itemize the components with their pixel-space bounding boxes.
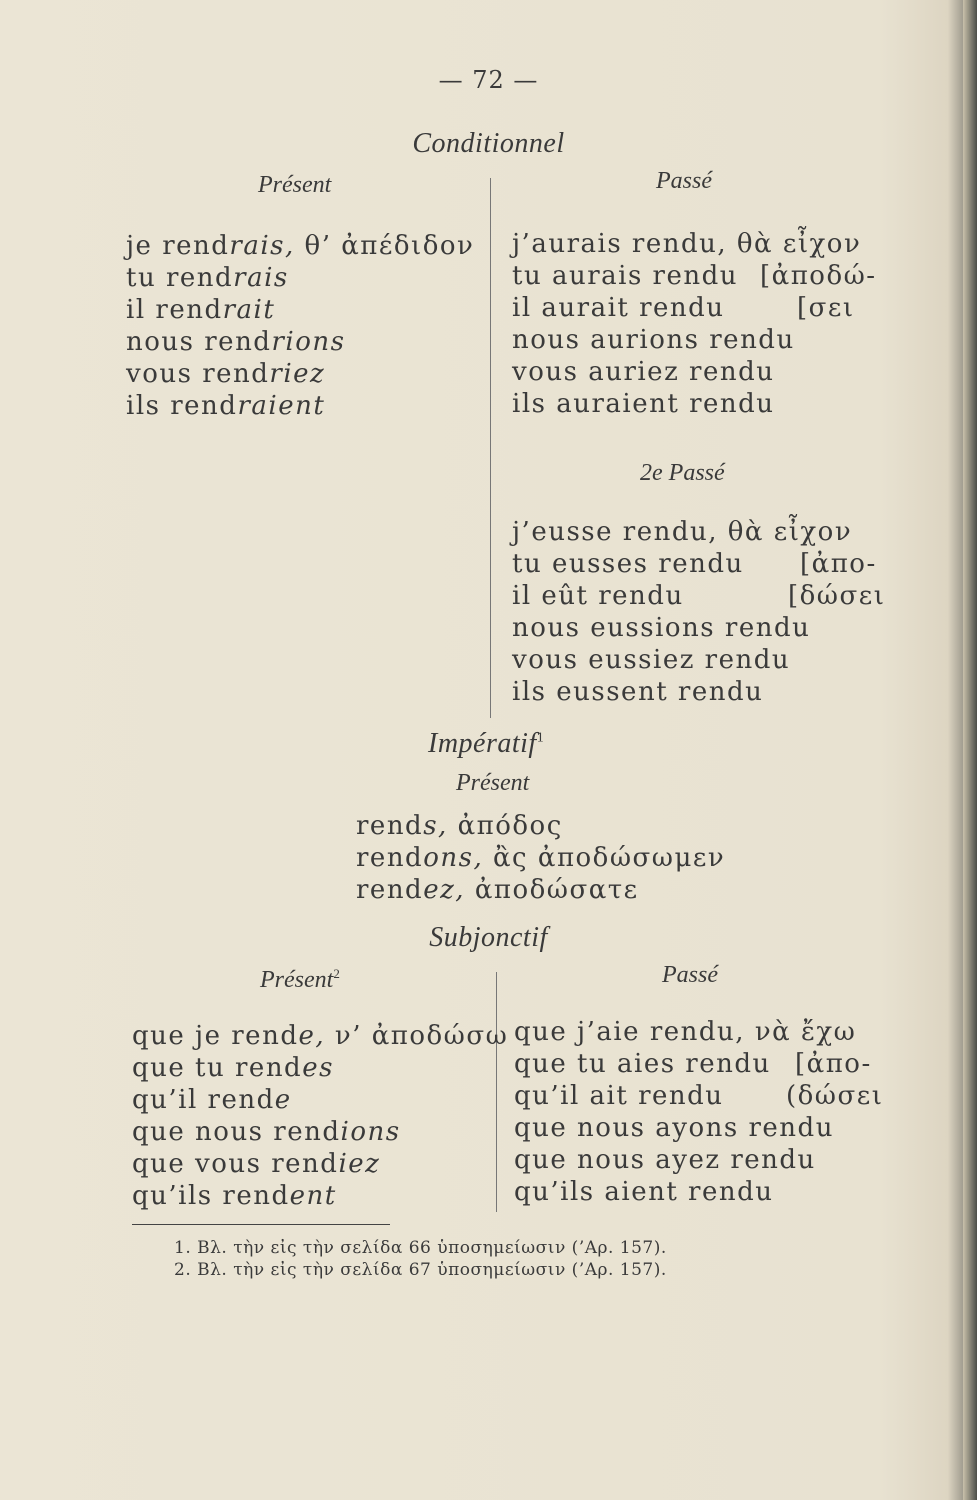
cond-passe2-line: tu eusses rendu — [512, 549, 744, 579]
verb-stem: que tu rend — [132, 1053, 303, 1083]
cond-passe2-heading: 2e Passé — [640, 460, 725, 486]
imperatif-list — [356, 810, 725, 906]
cond-passe2-line: j’eusse rendu, θὰ εἶχον — [512, 517, 853, 547]
verb-ending: ons, — [423, 843, 484, 873]
cond-passe-line: nous aurions rendu — [512, 325, 795, 355]
subj-present-line — [132, 1020, 508, 1052]
subj-passe-heading: Passé — [662, 962, 718, 988]
cond-passe-greek-2: [σει — [797, 293, 855, 323]
verb-stem: rend — [356, 811, 424, 841]
verb-stem: ils rend — [126, 391, 238, 421]
subj-passe-line: que j’aie rendu, νὰ ἔχω — [514, 1017, 857, 1047]
verb-stem: nous rend — [126, 327, 272, 357]
verb-ending: rais, — [229, 231, 295, 261]
footnote-2: 2. Βλ. τὴν εἰς τὴν σελίδα 67 ὑποσημείωσιν (’Αρ. 157). — [174, 1260, 667, 1280]
verb-ending: rait — [222, 295, 276, 325]
subj-passe-greek-1: [ἀπο- — [795, 1049, 872, 1079]
verb-ending: es — [302, 1053, 334, 1083]
cond-present-heading: Présent — [258, 172, 332, 198]
greek-translation: θ’ ἀπέδιδον — [294, 231, 475, 261]
column-divider — [490, 178, 491, 718]
verb-stem: rend — [356, 875, 424, 905]
imperatif-line — [356, 874, 725, 906]
cond-passe-heading: Passé — [656, 168, 712, 194]
verb-ending: s, — [423, 811, 448, 841]
subj-present-line — [132, 1116, 508, 1148]
verb-stem: vous rend — [126, 359, 270, 389]
verb-ending: e, — [298, 1021, 326, 1051]
greek-translation: ἀπόδος — [447, 811, 563, 841]
page-number: — 72 — — [438, 66, 539, 94]
greek-translation: ν’ ἀποδώσω — [325, 1021, 509, 1051]
cond-passe-line: il aurait rendu — [512, 293, 725, 323]
cond-passe-line: j’aurais rendu, θὰ εἶχον — [512, 229, 862, 259]
cond-passe-line: tu aurais rendu — [512, 261, 739, 291]
verb-stem: tu rend — [126, 263, 234, 293]
verb-stem: que vous rend — [132, 1149, 339, 1179]
subj-passe-line: que tu aies rendu — [514, 1049, 771, 1079]
verb-stem: qu’il rend — [132, 1085, 275, 1115]
subj-present-line — [132, 1084, 508, 1116]
cond-present-line — [126, 262, 474, 294]
cond-present-line — [126, 390, 474, 422]
cond-passe-line: ils auraient rendu — [512, 389, 775, 419]
subj-passe-greek-2: (δώσει — [786, 1081, 884, 1111]
greek-translation: ἀποδώσατε — [465, 875, 639, 905]
verb-ending: rions — [271, 327, 346, 357]
cond-present-list — [126, 230, 474, 422]
page-edge — [963, 0, 977, 1500]
subj-passe-line: qu’il ait rendu — [514, 1081, 724, 1111]
verb-stem: que nous rend — [132, 1117, 341, 1147]
cond-present-line — [126, 230, 474, 262]
cond-passe-greek-1: [ἀποδώ- — [760, 261, 877, 291]
cond-passe2-line: ils eussent rendu — [512, 677, 764, 707]
imperatif-line — [356, 842, 725, 874]
cond-present-line — [126, 294, 474, 326]
verb-stem: il rend — [126, 295, 223, 325]
cond-passe2-line: il eût rendu — [512, 581, 684, 611]
subj-present-list — [132, 1020, 508, 1212]
verb-stem: je rend — [126, 231, 230, 261]
verb-ending: raient — [237, 391, 326, 421]
imperatif-present-heading: Présent — [456, 770, 530, 796]
verb-ending: e — [274, 1085, 292, 1115]
subj-present-note: 2 — [333, 966, 340, 981]
cond-passe2-line: vous eussiez rendu — [512, 645, 791, 675]
cond-passe2-greek-2: [δώσει — [788, 581, 886, 611]
verb-stem: qu’ils rend — [132, 1181, 290, 1211]
cond-present-line — [126, 326, 474, 358]
subj-present-line — [132, 1148, 508, 1180]
cond-passe-list — [512, 228, 861, 420]
verb-ending: ent — [289, 1181, 337, 1211]
subj-present-line — [132, 1180, 508, 1212]
cond-present-line — [126, 358, 474, 390]
verb-ending: ez, — [423, 875, 466, 905]
conditionnel-title: Conditionnel — [412, 128, 565, 159]
subj-present-heading: Présent$^2$ — [260, 966, 340, 993]
cond-passe-line: vous auriez rendu — [512, 357, 775, 387]
verb-ending: riez — [269, 359, 326, 389]
verb-stem: que je rend — [132, 1021, 299, 1051]
subjonctif-title: Subjonctif — [429, 922, 548, 953]
footnote-rule — [132, 1224, 390, 1225]
imperatif-note: 1 — [536, 730, 545, 746]
greek-translation: ἂς ἀποδώσωμεν — [483, 843, 726, 873]
verb-ending: iez — [338, 1149, 381, 1179]
verb-stem: rend — [356, 843, 424, 873]
imperatif-title: Impératif$^1$ — [428, 728, 545, 759]
cond-passe2-line: nous eussions rendu — [512, 613, 811, 643]
subj-passe-line: que nous ayons rendu — [514, 1113, 834, 1143]
verb-ending: ions — [340, 1117, 401, 1147]
footnote-1: 1. Βλ. τὴν εἰς τὴν σελίδα 66 ὑποσημείωσιν (’Αρ. 157). — [174, 1238, 667, 1258]
subj-present-line — [132, 1052, 508, 1084]
cond-passe2-list — [512, 516, 852, 708]
subj-passe-list — [514, 1016, 856, 1208]
subj-passe-line: que nous ayez rendu — [514, 1145, 816, 1175]
verb-ending: rais — [233, 263, 289, 293]
cond-passe2-greek-1: [ἀπο- — [800, 549, 877, 579]
imperatif-line — [356, 810, 725, 842]
subj-passe-line: qu’ils aient rendu — [514, 1177, 774, 1207]
